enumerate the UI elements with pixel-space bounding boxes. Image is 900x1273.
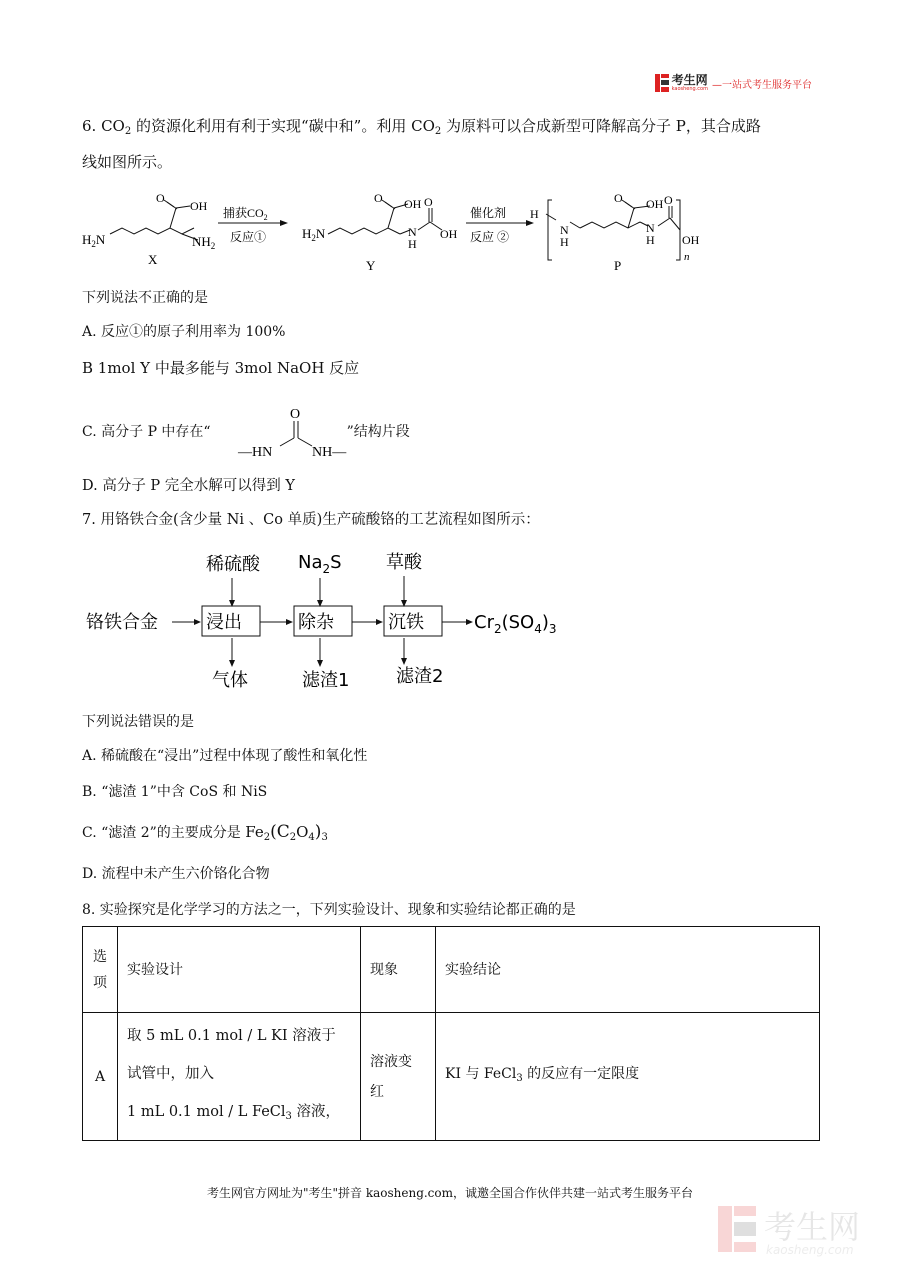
arrow2-top-label: 催化剂: [470, 206, 507, 220]
q8-experiment-table: [82, 926, 820, 1141]
x-nh2: $NH_2$: [192, 234, 216, 251]
y-n: N: [408, 225, 417, 239]
q7-option-a[interactable]: A. 稀硫酸在“浸出”过程中体现了酸性和氧化性: [82, 748, 368, 764]
logo-domain: kaosheng.com: [671, 86, 708, 92]
y-carbamate-o: O: [424, 195, 433, 209]
header-conclusion: 实验结论: [436, 927, 820, 1013]
p-n1: N: [560, 223, 569, 237]
design-line-1: 取 5 mL 0.1 mol / L KI 溶液于: [127, 1028, 336, 1044]
q6-option-a[interactable]: A. 反应①的原子利用率为 100%: [82, 324, 286, 340]
x-h2n: $H_2N$: [82, 232, 106, 249]
reaction-arrow-1: [218, 220, 288, 226]
molecule-x-bonds: [110, 200, 198, 240]
urea-hn: —HN: [238, 445, 273, 460]
arrow1-bottom-label: 反应①: [230, 230, 267, 244]
logo-slogan: —一站式考生服务平台: [712, 79, 812, 91]
logo-name: 考生网: [671, 73, 708, 87]
step3-label: 沉铁: [388, 612, 424, 633]
q7-option-d[interactable]: D. 流程中未产生六价铬化合物: [82, 866, 270, 882]
logo-mark-icon: [655, 74, 669, 92]
flow-arrowheads: [194, 600, 473, 667]
output3: 滤渣2: [396, 666, 444, 687]
header-logo[interactable]: [655, 72, 812, 94]
x-oh: OH: [190, 199, 208, 213]
p-h2: H: [646, 233, 655, 247]
watermark-name: 考生网: [764, 1208, 861, 1246]
q6-option-d[interactable]: D. 高分子 P 完全水解可以得到 Y: [82, 478, 295, 494]
flow-input: 铬铁合金: [86, 612, 158, 633]
q6-reaction-scheme: [80, 186, 720, 282]
p-acid-o: O: [614, 191, 623, 205]
output1: 气体: [212, 670, 248, 691]
flow-product: $Cr_2(SO_4)_3$: [474, 612, 557, 636]
row-a-conclusion: KI 与 FeCl$_3$ 的反应有一定限度: [436, 1013, 820, 1141]
y-label: Y: [366, 258, 376, 273]
y-acid-oh: OH: [404, 197, 422, 211]
q6-stem-line1: 6. $CO_2$ 的资源化利用有利于实现“碳中和”。利用 $CO_2$ 为原料可以合成新型可降解高分子 P，其合成路: [82, 117, 761, 137]
p-h-end: H: [530, 207, 539, 221]
reaction-arrow-2: [466, 220, 534, 226]
urea-o: O: [290, 407, 301, 422]
page-footer[interactable]: 考生网官方网址为"考生"拼音 kaosheng.com，诚邀全国合作伙伴共建一站式考生服务平台: [206, 1186, 694, 1200]
p-label: P: [614, 258, 622, 273]
row-a-option: A: [83, 1013, 118, 1141]
header-option: 选 项: [83, 927, 118, 1013]
q7-process-flow: [80, 544, 600, 694]
urea-nh: NH—: [312, 445, 347, 460]
p-h1: H: [560, 235, 569, 249]
table-header-row: [83, 927, 820, 1013]
q6-prompt: 下列说法不正确的是: [82, 290, 208, 306]
p-oh-end: OH: [682, 233, 700, 247]
y-h: H: [408, 237, 417, 251]
step1-label: 浸出: [206, 612, 242, 633]
q7-option-c[interactable]: [82, 822, 328, 848]
reagent3: 草酸: [386, 552, 422, 573]
arrow2-bottom-label: 反应 ②: [470, 230, 510, 244]
q6-option-b[interactable]: B 1mol Y 中最多能与 3mol NaOH 反应: [82, 359, 360, 377]
slogan-text: 一站式考生服务平台: [722, 79, 812, 91]
table-row: [83, 1013, 820, 1141]
q8-stem: 8. 实验探究是化学学习的方法之一，下列实验设计、现象和实验结论都正确的是: [82, 902, 576, 918]
y-h2n: $H_2N$: [302, 226, 326, 243]
option-c-suffix: ”结构片段: [346, 424, 410, 440]
p-n2: N: [646, 221, 655, 235]
p-carbonyl-o: O: [664, 193, 673, 207]
y-carbamate-oh: OH: [440, 227, 458, 241]
p-n-subscript: n: [684, 251, 690, 263]
watermark-logo: [716, 1202, 886, 1258]
y-acid-o: O: [374, 191, 383, 205]
header-phenomenon: 现象: [361, 927, 436, 1013]
reagent1: 稀硫酸: [206, 554, 260, 575]
p-acid-oh: OH: [646, 197, 664, 211]
output2: 滤渣1: [302, 670, 350, 691]
option-c-prefix: C. 高分子 P 中存在“: [82, 424, 211, 440]
option-c-formula: $Fe_2(C_2O_4)_3$: [245, 822, 328, 843]
x-label: X: [148, 252, 158, 267]
q6-stem-line2: 线如图所示。: [82, 153, 173, 171]
watermark-domain: kaosheng.com: [766, 1243, 854, 1257]
row-a-phenomenon: 溶液变 红: [361, 1013, 436, 1141]
x-o: O: [156, 191, 165, 205]
design-line-3: 1 mL 0.1 mol / L FeCl$_3$ 溶液，: [127, 1104, 341, 1122]
reagent2: $Na_2S$: [298, 552, 342, 576]
design-line-2: 试管中，加入: [127, 1066, 214, 1082]
arrow1-top-label: 捕获$CO_2$: [223, 206, 268, 222]
q7-option-b[interactable]: B. “滤渣 1”中含 CoS 和 NiS: [82, 784, 268, 800]
header-design: 实验设计: [118, 927, 361, 1013]
q7-stem: 7. 用铬铁合金(含少量 Ni 、Co 单质)生产硫酸铬的工艺流程如图所示：: [82, 512, 540, 528]
logo-wordmark: [672, 74, 708, 92]
step2-label: 除杂: [298, 612, 334, 633]
option-c-text: C. “滤渣 2”的主要成分是: [82, 825, 246, 841]
q7-prompt: 下列说法错误的是: [82, 714, 194, 730]
urea-fragment: [236, 402, 376, 462]
row-a-design: [118, 1013, 361, 1141]
